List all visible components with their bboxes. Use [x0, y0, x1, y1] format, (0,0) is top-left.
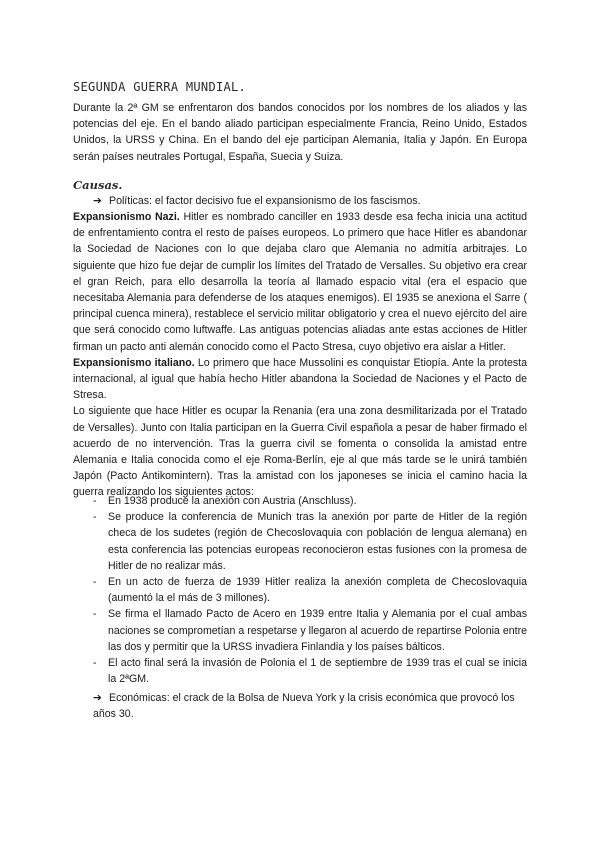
politicas-item — [93, 193, 529, 209]
nazi-heading: Expansionismo Nazi. — [73, 211, 180, 223]
italiano-heading: Expansionismo italiano. — [73, 356, 195, 369]
dash-bullet: - — [93, 657, 97, 670]
causas-heading: Causas. — [73, 178, 123, 192]
economicas-item — [93, 690, 529, 722]
arrow-bullet-icon: ➔ — [93, 692, 102, 704]
italiano-text: Lo primero que hace Mussolini es conquistar Etiopía. Ante la protesta internacional, al igual que había hecho Hitler abandona la Sociedad de Naciones y el Pacto de Stresa. — [73, 356, 527, 402]
politicas-text: Políticas: el factor decisivo fue el expansionismo de los fascismos. — [109, 195, 421, 207]
page-title: SEGUNDA GUERRA MUNDIAL. — [73, 80, 247, 94]
nazi-text: Hitler es nombrado canciller en 1933 desde esa fecha inicia una actitud de enfrentamiento contra el resto de países europeos. Lo primero que hace Hitler es abandonar la Sociedad de Naciones con lo que dejaba claro que Alemania no admitía arbitrajes. Lo siguiente que hizo fue dejar de cumplir los límites del Tratado de Versalles. Su objetivo era crear el gran Reich, para ello desarrolla la teoría al llamado espacio vital (era el espacio que necesitaba Alemania para defenderse de los ataques enemigos). El 1935 se anexiona el Sarre ( principal cuenca minera), restablece el servicio militar obligatorio y crea el nuevo ejército del aire que será conocido como luftwaffe. Las antiguas potencias aliadas ante estas acciones de Hitler firman un pacto anti alemán conocido como el Pacto Stresa, cuyo objetivo era aislar a Hitler. — [73, 211, 527, 353]
list-item: - En un acto de fuerza de 1939 Hitler realiza la anexión completa de Checoslovaquia (aumentó la el más de 3 millones). — [93, 576, 527, 605]
dash-bullet: - — [93, 608, 97, 621]
list-item: - En 1938 produce la anexión con Austria (Anschluss). — [93, 493, 527, 509]
dash-bullet: - — [93, 511, 97, 524]
list-item: - Se produce la conferencia de Munich tras la anexión por parte de Hitler de la región checa de los sudetes (región de Checoslovaquia con población de lengua alemana) en esta conferencia las potencias europeas reconocieron estas fusiones con la promesa de Hitler de no realizar más. — [93, 511, 527, 572]
arrow-bullet-icon: ➔ — [93, 195, 102, 207]
body-block — [73, 209, 527, 501]
italiano-paragraph — [73, 355, 527, 404]
nazi-paragraph — [73, 209, 527, 355]
intro-paragraph: Durante la 2ª GM se enfrentaron dos bandos conocidos por los nombres de los aliados y las potencias del eje. En el bando aliado participan especialmente Francia, Reino Unido, Estados Unidos, la URSS y China. En el bando del eje participan Alemania, Italia y Japón. En Europa serán países neutrales Portugal, España, Suecia y Suiza. — [73, 102, 527, 163]
economicas-text: Económicas: el crack de la Bolsa de Nueva York y la crisis económica que provocó los años 30. — [93, 692, 515, 721]
dash-bullet: - — [93, 576, 97, 589]
dash-bullet: - — [93, 495, 97, 507]
actos-list — [93, 493, 527, 687]
renania-paragraph: Lo siguiente que hace Hitler es ocupar la Renania (era una zona desmilitarizada por el Tratado de Versalles). Junto con Italia participan en la Guerra Civil española a pesar de haber firmado el acuerdo de no intervención. Tras la guerra civil se fomenta o consolida la amistad entre Alemania e Italia conocida como el eje Roma-Berlín, eje al que más tarde se le unirá también Japón (Pacto Antikomintern). Tras la amistad con los japoneses se inicia el camino hacia la guerra realizando los siguientes actos: — [73, 405, 527, 499]
list-item: - El acto final será la invasión de Polonia el 1 de septiembre de 1939 tras el cual se inicia la 2ªGM. — [93, 657, 527, 686]
list-item: - Se firma el llamado Pacto de Acero en 1939 entre Italia y Alemania por el cual ambas naciones se comprometían a respetarse y llegaron al acuerdo de repartirse Polonia entre las dos y permitir que la URSS invadiera Finlandia y los países bálticos. — [93, 608, 527, 653]
